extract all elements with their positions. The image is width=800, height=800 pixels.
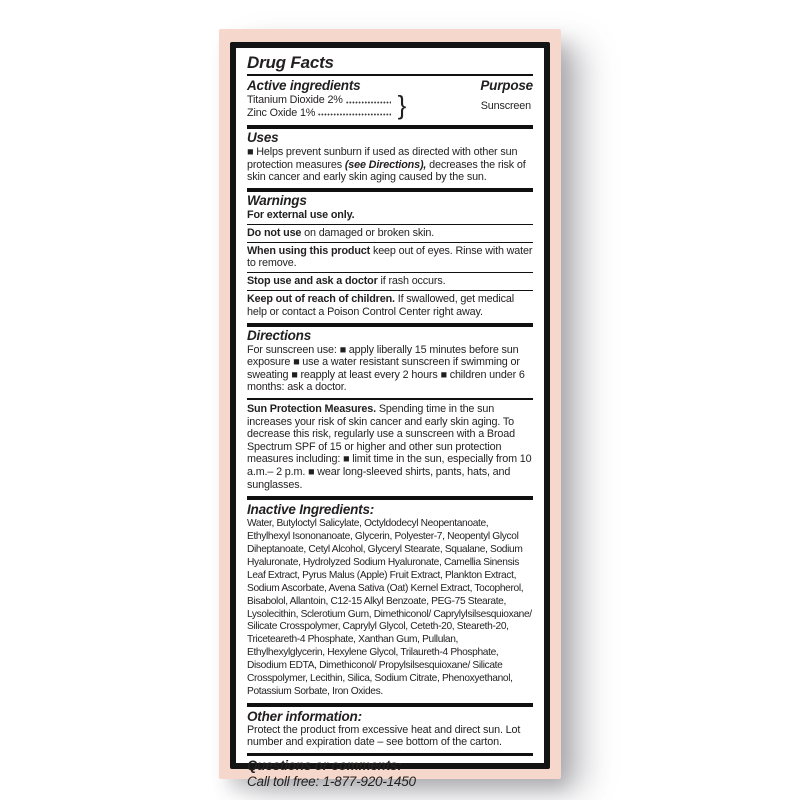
warning-lead: Keep out of reach of children. xyxy=(247,293,395,306)
dotted-leader xyxy=(318,112,391,117)
warnings-heading: Warnings xyxy=(247,192,307,208)
drug-facts-title: Drug Facts xyxy=(247,48,533,76)
brace-glyph: } xyxy=(397,90,407,121)
warning-text: on damaged or broken skin. xyxy=(301,226,435,239)
warning-lead: Do not use xyxy=(247,226,302,239)
active-ingredient-row xyxy=(247,94,393,107)
sun-protection-lead: Sun Protection Measures. xyxy=(247,403,376,415)
uses-text-part: ■ Helps prevent sunburn if used as directed with other sun protection measures xyxy=(247,146,518,171)
warning-row xyxy=(247,224,533,242)
purpose-value: Sunscreen xyxy=(480,100,531,113)
sun-protection-paragraph xyxy=(247,398,533,496)
ingredient-name: Titanium Dioxide 2% xyxy=(247,94,343,106)
inactive-ingredients-text: Water, Butyloctyl Salicylate, Octyldodecyl Neopentanoate, Ethylhexyl Isononanoate, Glycerin, Polyester-7, Neopentyl Glycol Diheptanoate, Cetyl Alcohol, Glyceryl Stearate, Squalane, Sodium Hyaluronate, Hydrolyzed Sodium Hyaluronate, Camellia Sinensis Leaf Extract, Pyrus Malus (Apple) Fruit Extract, Plankton Extract, Sodium Ascorbate, Avena Sativa (Oat) Kernel Extract, Tocopherol, Bisabolol, Allantoin, C12-15 Alkyl Benzoate, PEG-75 Stearate, Lysolecithin, Sclerotium Gum, Dimethiconol/ Caprylylsilsesquioxane/ Silicate Crosspolymer, Caprylyl Glycol, Ceteth-20, Steareth-20, Triceteareth-4 Phosphate, Xanthan Gum, Pullulan, Ethylhexylglycerin, Hexylene Glycol, Trilaureth-4 Phosphate, Disodium EDTA, Dimethiconol/ Propylsilsesquioxane/ Silicate Crosspolymer, Lecithin, Silica, Sodium Citrate, Phenoxyethanol, Potassium Sorbate, Iron Oxides. xyxy=(247,518,532,697)
other-information-section xyxy=(247,707,533,756)
other-information-text: Protect the product from excessive heat and direct sun. Lot number and expiration date – see bottom of the carton. xyxy=(247,723,521,749)
see-directions-reference: (see Directions), xyxy=(344,158,427,171)
directions-section xyxy=(247,327,533,501)
sun-protection-text: Spending time in the sun increases your risk of skin cancer and early skin aging. To decrease this risk, regularly use a sunscreen with a Broad Spectrum SPF of 15 or higher and other sun protection measures including: ■ limit time in the sun, especially from 10 a.m.– 2 p.m. ■ wear long-sleeved shirts, pants, hats, and sunglasses. xyxy=(247,403,532,491)
warning-row xyxy=(247,242,533,273)
inactive-ingredients-section xyxy=(247,500,533,707)
external-use-statement: For external use only. xyxy=(247,208,355,221)
active-ingredients-section xyxy=(247,76,533,129)
active-ingredients-heading: Active ingredients xyxy=(247,78,361,93)
warning-lead: Stop use and ask a doctor xyxy=(247,275,378,288)
drug-facts-label xyxy=(230,42,550,790)
warning-row xyxy=(247,272,533,290)
directions-heading: Directions xyxy=(247,327,312,343)
dotted-leader xyxy=(346,100,391,105)
other-information-heading: Other information: xyxy=(247,708,362,724)
warning-lead: When using this product xyxy=(247,244,371,257)
toll-free-number: Call toll free: 1-877-920-1450 xyxy=(247,774,416,790)
active-ingredient-row xyxy=(247,107,393,120)
warnings-section xyxy=(247,192,533,327)
purpose-heading: Purpose xyxy=(480,78,533,93)
uses-section xyxy=(247,129,533,192)
directions-text: For sunscreen use: ■ apply liberally 15 minutes before sun exposure ■ use a water resistant sunscreen if swimming or sweating ■ reapply at least every 2 hours ■ children under 6 months: ask a doctor. xyxy=(247,343,525,394)
carton-back-panel xyxy=(219,29,561,790)
questions-heading: Questions or comments: xyxy=(247,758,402,774)
warning-row xyxy=(247,290,533,322)
warning-text: If swallowed, get medical help or contact a Poison Control Center right away. xyxy=(247,293,514,319)
active-ingredient-list xyxy=(247,93,393,119)
uses-text-part: decreases the risk of skin cancer and early skin aging caused by the sun. xyxy=(247,158,526,184)
uses-heading: Uses xyxy=(247,130,279,146)
ingredient-name: Zinc Oxide 1% xyxy=(247,106,316,119)
questions-section xyxy=(247,756,533,793)
inactive-ingredients-heading: Inactive Ingredients: xyxy=(247,502,375,518)
warning-text: if rash occurs. xyxy=(377,275,446,288)
active-ingredients-grid xyxy=(247,79,533,119)
uses-text xyxy=(247,146,533,184)
warning-text: keep out of eyes. Rinse with water to remove. xyxy=(247,244,533,270)
